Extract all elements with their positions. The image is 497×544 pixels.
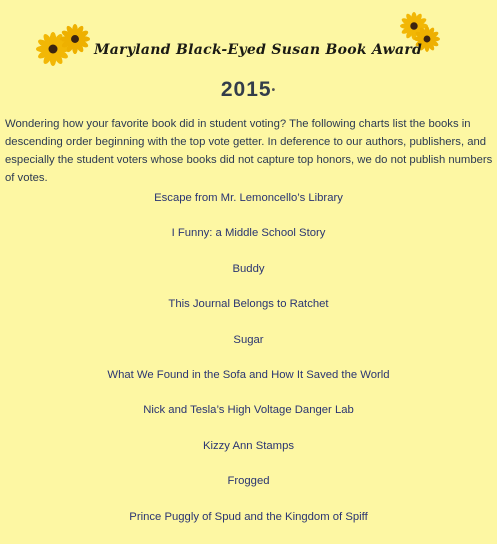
award-year-heading: [0, 78, 497, 102]
book-title: Frogged: [227, 475, 270, 488]
award-year: 2015: [220, 78, 272, 101]
book-title: I Funny: a Middle School Story: [171, 227, 326, 240]
book-title: What We Found in the Sofa and How It Saved the World: [107, 368, 390, 381]
ranked-book-list: [0, 190, 497, 544]
book-title: Nick and Tesla’s High Voltage Danger Lab: [143, 404, 354, 417]
year-mark: •: [271, 84, 277, 96]
book-title: This Journal Belongs to Ratchet: [168, 298, 329, 311]
award-banner: [0, 0, 497, 75]
intro-paragraph: Wondering how your favorite book did in student voting? The following charts list the books in descending order beginning with the top vote getter. In deference to our authors, publishers, and especially the student voters whose books did not capture top honors, we do not publish numbers of votes.: [5, 118, 493, 184]
black-eyed-susan-flower-icon: [60, 24, 90, 54]
banner-title: Maryland Black-Eyed Susan Book Award: [94, 42, 423, 58]
book-title: Sugar: [233, 333, 264, 346]
book-title: Kizzy Ann Stamps: [202, 439, 295, 452]
book-title: Buddy: [232, 262, 265, 275]
book-title: Escape from Mr. Lemoncello’s Library: [154, 192, 343, 204]
book-title: Prince Puggly of Spud and the Kingdom of Spiff: [129, 510, 368, 523]
